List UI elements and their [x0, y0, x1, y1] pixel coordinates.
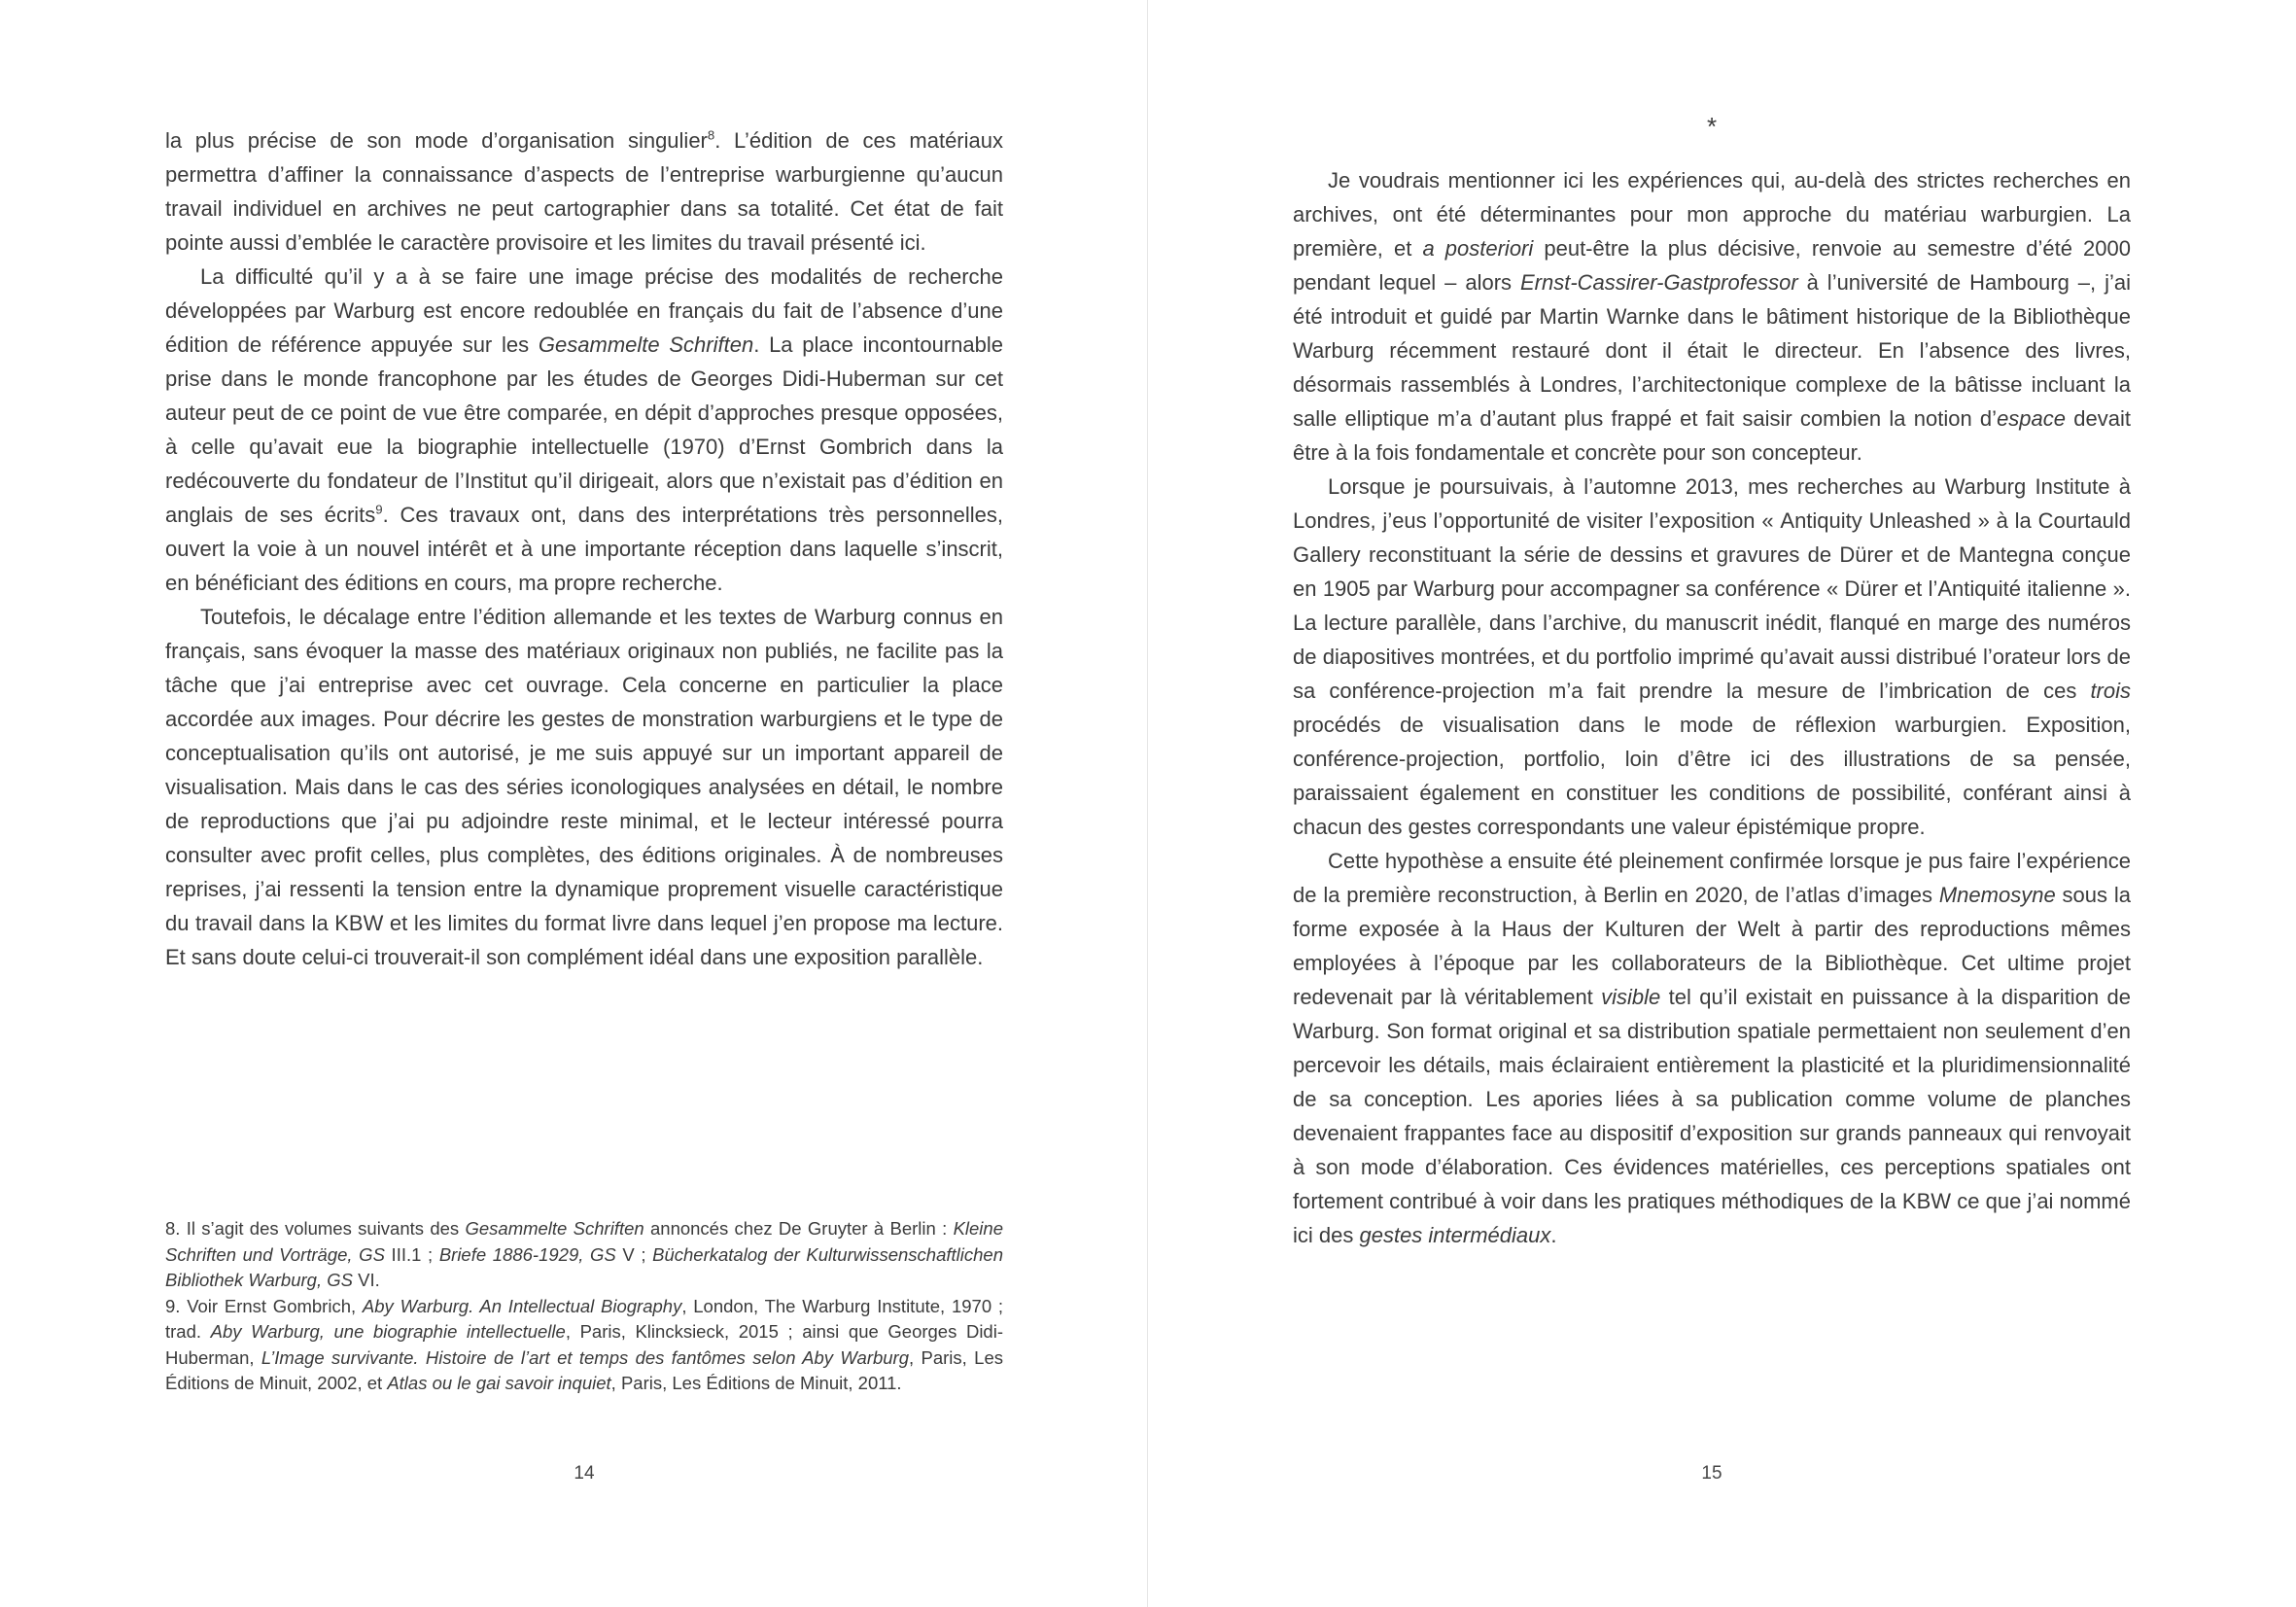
- emphasis: a posteriori: [1422, 236, 1534, 261]
- emphasis: Gesammelte Schriften: [465, 1218, 644, 1239]
- emphasis: Aby Warburg, une biographie intellectuelle: [210, 1321, 566, 1342]
- footnote-reference: 9: [375, 502, 383, 517]
- emphasis: visible: [1601, 985, 1661, 1009]
- left-page-number: 14: [574, 1463, 595, 1484]
- footnote-reference: 8: [707, 127, 715, 143]
- right-page-number: 15: [1701, 1463, 1722, 1484]
- paragraph: La difficulté qu’il y a à se faire une image précise des modalités de recherche développées par Warburg est encore redoublée en français du fait de l’absence d’une édition de référence appuyée sur les Gesammelte Schriften. La place incontournable prise dans le monde francophone par les études de Georges Didi-Huberman sur cet auteur peut de ce point de vue être comparée, en dépit d’approches presque opposées, à celle qu’avait eue la biographie intellectuelle (1970) d’Ernst Gombrich dans la redécouverte du fondateur de l’Institut qu’il dirigeait, alors que n’existait pas d’édition en anglais de ses écrits$^9$. Ces travaux ont, dans des interprétations très personnelles, ouvert la voie à un nouvel intérêt et à une importante réception dans laquelle s’inscrit, en bénéficiant des éditions en cours, ma propre recherche.: [165, 264, 1003, 595]
- emphasis: Atlas ou le gai savoir inquiet: [387, 1373, 611, 1393]
- paragraph: la plus précise de son mode d’organisation singulier$^8$. L’édition de ces matériaux permettra d’affiner la connaissance d’aspects de l’entreprise warburgienne qu’aucun travail individuel en archives ne peut cartographier dans sa totalité. Cet état de fait pointe aussi d’emblée le caractère provisoire et les limites du travail présenté ici.: [165, 127, 1003, 255]
- paragraph: Lorsque je poursuivais, à l’automne 2013, mes recherches au Warburg Institute à Londres, j’eus l’opportunité de visiter l’exposition « Antiquity Unleashed » à la Courtauld Gallery reconstituant la série de dessins et gravures de Dürer et de Mantegna conçue en 1905 par Warburg pour accompagner sa conférence « Dürer et l’Antiquité italienne ». La lecture parallèle, dans l’archive, du manuscrit inédit, flanqué en marge des numéros de diapositives montrées, et du portfolio imprimé qu’avait aussi distribué l’orateur lors de sa conférence-projection m’a fait prendre la mesure de l’imbrication de ces trois procédés de visualisation dans le mode de réflexion warburgien. Exposition, conférence-projection, portfolio, loin d’être ici des illustrations de sa pensée, paraissaient également en constituer les conditions de possibilité, conférant ainsi à chacun des gestes correspondants une valeur épistémique propre.: [1293, 474, 2131, 839]
- footnote: 9. Voir Ernst Gombrich, Aby Warburg. An Intellectual Biography, London, The Warburg Institute, 1970 ; trad. Aby Warburg, une biographie intellectuelle, Paris, Klincksieck, 2015 ; ainsi que Georges Didi-Huberman, L’Image survivante. Histoire de l’art et temps des fantômes selon Aby Warburg, Paris, Les Éditions de Minuit, 2002, et Atlas ou le gai savoir inquiet, Paris, Les Éditions de Minuit, 2011.: [165, 1295, 1004, 1393]
- paragraph: Cette hypothèse a ensuite été pleinement confirmée lorsque je pus faire l’expérience de la première reconstruction, à Berlin en 2020, de l’atlas d’images Mnemosyne sous la forme exposée à la Haus der Kulturen der Welt à partir des reproductions mêmes employées à l’époque par les collaborateurs de la Bibliothèque. Cet ultime projet redevenait par là véritablement visible tel qu’il existait en puissance à la disparition de Warburg. Son format original et sa distribution spatiale permettaient non seulement d’en percevoir les détails, mais éclairaient entièrement la plasticité et la pluridimensionnalité de sa conception. Les apories liées à sa publication comme volume de planches devenaient frappantes face au dispositif d’exposition sur grands panneaux qui renvoyait à son mode d’élaboration. Ces évidences matérielles, ces perceptions spatiales ont fortement contribué à voir dans les pratiques méthodiques de la KBW ce que j’ai nommé ici des gestes intermédiaux.: [1293, 849, 2131, 1247]
- emphasis: gestes intermédiaux: [1359, 1223, 1551, 1247]
- section-divider-asterisk: *: [1706, 112, 1718, 141]
- footnote: 8. Il s’agit des volumes suivants des Gesammelte Schriften annoncés chez De Gruyter à Berlin : Kleine Schriften und Vorträge, GS III.1 ; Briefe 1886-1929, GS V ; Bücherkatalog der Kulturwissenschaftlichen Bibliothek Warburg, GS VI.: [165, 1218, 1003, 1290]
- emphasis: Kleine Schriften und Vorträge, GS: [165, 1218, 1003, 1265]
- left-footnotes: [165, 1216, 1003, 1397]
- right-body-text: [1293, 163, 2131, 1252]
- emphasis: Gesammelte Schriften: [538, 332, 754, 357]
- paragraph: Je voudrais mentionner ici les expériences qui, au-delà des strictes recherches en archives, ont été déterminantes pour mon approche du matériau warburgien. La première, et a posteriori peut-être la plus décisive, renvoie au semestre d’été 2000 pendant lequel – alors Ernst-Cassirer-Gastprofessor à l’université de Hambourg –, j’ai été introduit et guidé par Martin Warnke dans le bâtiment historique de la Bibliothèque Warburg récemment restauré dont il était le directeur. En l’absence des livres, désormais rassemblés à Londres, l’architectonique complexe de la bâtisse incluant la salle elliptique m’a d’autant plus frappé et fait saisir combien la notion d’espace devait être à la fois fondamentale et concrète pour son concepteur.: [1293, 168, 2131, 465]
- emphasis: Mnemosyne: [1938, 883, 2056, 907]
- page-right: [1148, 0, 2296, 1607]
- left-body-text: [165, 123, 1003, 974]
- emphasis: Briefe 1886-1929, GS: [438, 1243, 616, 1265]
- emphasis: espace: [1997, 406, 2067, 431]
- emphasis: Bücherkatalog der Kulturwissenschaftlichen Bibliothek Warburg, GS: [165, 1243, 1003, 1290]
- paragraph: Toutefois, le décalage entre l’édition allemande et les textes de Warburg connus en français, sans évoquer la masse des matériaux originaux non publiés, ne facilite pas la tâche que j’ai entreprise avec cet ouvrage. Cela concerne en particulier la place accordée aux images. Pour décrire les gestes de monstration warburgiens et le type de conceptualisation qu’ils ont autorisé, je me suis appuyé sur un important appareil de visualisation. Mais dans le cas des séries iconologiques analysées en détail, le nombre de reproductions que j’ai pu adjoindre reste minimal, et le lecteur intéressé pourra consulter avec profit celles, plus complètes, des éditions originales. À de nombreuses reprises, j’ai ressenti la tension entre la dynamique proprement visuelle caractéristique du travail dans la KBW et les limites du format livre dans lequel j’en propose ma lecture. Et sans doute celui-ci trouverait-il son complément idéal dans une exposition parallèle.: [165, 605, 1003, 969]
- emphasis: Aby Warburg. An Intellectual Biography: [362, 1295, 682, 1316]
- emphasis: L’Image survivante. Histoire de l’art et temps des fantômes selon Aby Warburg: [261, 1346, 910, 1368]
- emphasis: trois: [2090, 679, 2131, 703]
- emphasis: Ernst-Cassirer-Gastprofessor: [1519, 270, 1798, 295]
